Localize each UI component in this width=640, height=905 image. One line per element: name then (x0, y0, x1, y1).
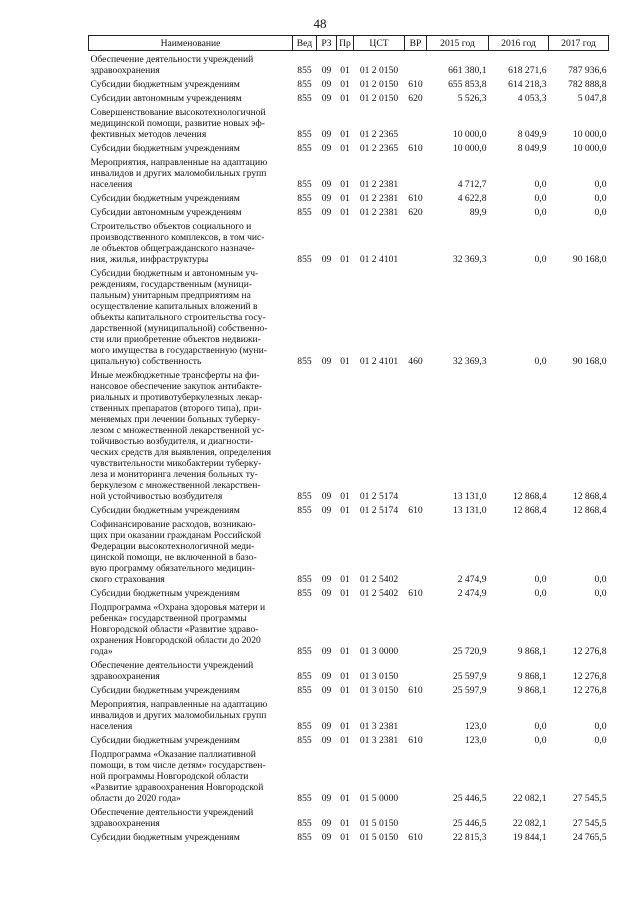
row-name-text: Обеспечение деятельности учреждений здравоохранения (90, 807, 254, 829)
row-name-text: Подпрограмма «Охрана здоровья матери и ребенка» государственной программы Новгородской области «Развитие здраво- охранения Новгородской области до 2020 года» (90, 602, 266, 657)
header-vr: ВР (405, 36, 427, 51)
cell-y2017: 5 047,8 (577, 93, 607, 104)
header-2016: 2016 год (489, 36, 549, 51)
cell-vr: 460 (408, 356, 423, 367)
cell-name (89, 516, 293, 585)
cell-rz: 09 (321, 491, 332, 502)
header-name: Наименование (89, 36, 293, 51)
row-name-text: Подпрограмма «Оказание паллиативной помощи, в том числе детям» государствен- ной программы Новгородской области «Развитие здравоохранения Новгородской области до 2020 года» (90, 749, 266, 804)
cell-y2017: 0,0 (594, 735, 607, 746)
row-name-text: Субсидии бюджетным учреждениям (90, 79, 240, 90)
cell-ved: 855 (297, 671, 312, 682)
cell-y2016: 9 868,1 (517, 685, 547, 696)
cell-ved: 855 (297, 143, 312, 154)
cell-y2016: 12 868,4 (512, 491, 547, 502)
cell-cst: 01 2 0150 (359, 79, 399, 90)
cell-rz: 09 (321, 254, 332, 265)
cell-y2015: 10 000,0 (452, 129, 487, 140)
cell-rz: 09 (321, 207, 332, 218)
cell-y2015: 25 597,9 (452, 671, 487, 682)
cell-vr: 610 (408, 735, 423, 746)
cell-y2017: 782 888,8 (568, 79, 607, 90)
header-rz: РЗ (317, 36, 337, 51)
cell-pr: 01 (340, 93, 350, 104)
cell-y2015: 32 369,3 (452, 356, 487, 367)
cell-cst: 01 2 0150 (359, 65, 399, 76)
table-row (89, 682, 609, 696)
cell-y2016: 0,0 (534, 179, 547, 190)
cell-cst: 01 2 4101 (359, 356, 399, 367)
table-row (89, 696, 609, 732)
cell-vr (405, 104, 427, 140)
cell-y2015: 661 380,1 (448, 65, 487, 76)
cell-ved: 855 (297, 356, 312, 367)
cell-vr (405, 657, 427, 682)
table-row (89, 502, 609, 516)
table-row (89, 190, 609, 204)
table-row (89, 746, 609, 804)
cell-y2015: 25 446,5 (452, 818, 487, 829)
cell-y2015: 32 369,3 (452, 254, 487, 265)
cell-y2015: 655 853,8 (448, 79, 487, 90)
cell-pr: 01 (340, 685, 350, 696)
cell-y2017: 12 868,4 (572, 491, 607, 502)
cell-pr: 01 (340, 818, 350, 829)
cell-rz: 09 (321, 193, 332, 204)
cell-ved: 855 (297, 193, 312, 204)
cell-name (89, 190, 293, 204)
cell-ved: 855 (297, 721, 312, 732)
cell-rz: 09 (321, 685, 332, 696)
cell-rz: 09 (321, 574, 332, 585)
cell-y2016: 0,0 (534, 207, 547, 218)
row-name-text: Иные межбюджетные трансферты на фи- нансовое обеспечение закупок антибакте- риальных и противотуберкулезных лекар- ственных препаратов (второго типа), при- меняемых при лечении больных туберку- лезом с множественной лекарственной ус- тойчивостью возбудителя, и диагности- ческих средств для выявления, определения чувствительности микобактерии туберку- леза и мониторинга лечения больных ту- беркулезом с множественной лекарствен- ной устойчивостью возбудителя (90, 370, 272, 502)
row-name-text: Субсидии бюджетным учреждениям (90, 735, 240, 746)
row-name-text: Обеспечение деятельности учреждений здравоохранения (90, 660, 254, 682)
cell-name (89, 732, 293, 746)
cell-vr: 610 (408, 193, 423, 204)
cell-pr: 01 (340, 356, 350, 367)
cell-ved: 855 (297, 179, 312, 190)
cell-cst: 01 3 0000 (359, 646, 399, 657)
cell-pr: 01 (340, 143, 350, 154)
cell-name (89, 154, 293, 190)
table-row (89, 140, 609, 154)
cell-name (89, 585, 293, 599)
cell-y2016: 4 053,3 (517, 93, 547, 104)
cell-y2017: 12 868,4 (572, 505, 607, 516)
table-row (89, 367, 609, 502)
cell-y2016: 0,0 (534, 193, 547, 204)
cell-y2016: 9 868,1 (517, 646, 547, 657)
table-row (89, 516, 609, 585)
cell-ved: 855 (297, 818, 312, 829)
page-number: 48 (313, 16, 327, 31)
cell-y2015: 25 597,9 (452, 685, 487, 696)
cell-name (89, 367, 293, 502)
cell-y2015: 25 446,5 (452, 793, 487, 804)
cell-vr: 610 (408, 832, 423, 843)
cell-ved: 855 (297, 254, 312, 265)
cell-rz: 09 (321, 832, 332, 843)
cell-y2015: 25 720,9 (452, 646, 487, 657)
cell-vr (405, 599, 427, 657)
cell-rz: 09 (321, 646, 332, 657)
cell-name (89, 265, 293, 367)
cell-ved: 855 (297, 505, 312, 516)
cell-name (89, 829, 293, 843)
cell-cst: 01 5 0150 (359, 818, 399, 829)
cell-y2016: 22 082,1 (512, 818, 547, 829)
cell-y2015: 10 000,0 (452, 143, 487, 154)
cell-cst: 01 2 2381 (359, 207, 399, 218)
row-name-text: Субсидии бюджетным учреждениям (90, 685, 240, 696)
cell-pr: 01 (340, 735, 350, 746)
row-name-text: Субсидии бюджетным и автономным уч- реждениям, государственным (муници- пальным) унитарным предприятиям на осуществление капитальных вложений в объекты капитального строительства госу- дарственной (муниципальной) собственно- сти или приобретение объектов недвижи- мого имущества в государственную (муни- ципальную) собственность (90, 268, 268, 367)
cell-y2017: 90 168,0 (572, 356, 607, 367)
cell-ved: 855 (297, 129, 312, 140)
cell-cst: 01 2 5402 (359, 588, 399, 599)
cell-rz: 09 (321, 735, 332, 746)
cell-y2017: 10 000,0 (572, 143, 607, 154)
cell-vr: 610 (408, 143, 423, 154)
cell-cst: 01 5 0150 (359, 832, 399, 843)
cell-y2017: 0,0 (594, 588, 607, 599)
cell-ved: 855 (297, 588, 312, 599)
cell-y2017: 0,0 (594, 721, 607, 732)
cell-name (89, 104, 293, 140)
cell-cst: 01 2 0150 (359, 93, 399, 104)
table-row (89, 829, 609, 843)
cell-ved: 855 (297, 79, 312, 90)
cell-rz: 09 (321, 143, 332, 154)
cell-y2016: 0,0 (534, 735, 547, 746)
cell-ved: 855 (297, 93, 312, 104)
cell-ved: 855 (297, 207, 312, 218)
cell-cst: 01 2 5174 (359, 505, 399, 516)
cell-name (89, 599, 293, 657)
cell-vr: 620 (408, 93, 423, 104)
cell-y2015: 5 526,3 (457, 93, 487, 104)
cell-y2015: 4 622,8 (457, 193, 487, 204)
cell-ved: 855 (297, 491, 312, 502)
cell-ved: 855 (297, 832, 312, 843)
cell-rz: 09 (321, 588, 332, 599)
cell-pr: 01 (340, 793, 350, 804)
table-row (89, 51, 609, 77)
cell-y2017: 10 000,0 (572, 129, 607, 140)
header-2015: 2015 год (427, 36, 489, 51)
cell-vr (405, 804, 427, 829)
row-name-text: Совершенствование высокотехнологичной медицинской помощи, развитие новых эф- фективных методов лечения (90, 107, 266, 140)
header-2017: 2017 год (549, 36, 609, 51)
header-cst: ЦСТ (354, 36, 405, 51)
cell-ved: 855 (297, 793, 312, 804)
table-row (89, 732, 609, 746)
row-name-text: Мероприятия, направленные на адаптацию инвалидов и других маломобильных групп населения (90, 157, 268, 190)
cell-vr: 620 (408, 207, 423, 218)
cell-y2015: 123,0 (464, 721, 487, 732)
cell-y2017: 27 545,5 (572, 793, 607, 804)
cell-pr: 01 (340, 574, 350, 585)
cell-pr: 01 (340, 79, 350, 90)
cell-cst: 01 5 0000 (359, 793, 399, 804)
cell-y2016: 0,0 (534, 356, 547, 367)
cell-y2015: 13 131,0 (452, 505, 487, 516)
cell-y2016: 22 082,1 (512, 793, 547, 804)
table-row (89, 76, 609, 90)
cell-y2015: 89,9 (469, 207, 487, 218)
cell-rz: 09 (321, 356, 332, 367)
cell-y2016: 8 049,9 (517, 143, 547, 154)
cell-name (89, 218, 293, 265)
cell-pr: 01 (340, 832, 350, 843)
cell-name (89, 804, 293, 829)
cell-ved: 855 (297, 574, 312, 585)
cell-y2016: 8 049,9 (517, 129, 547, 140)
cell-name (89, 657, 293, 682)
row-name-text: Субсидии автономным учреждениям (90, 207, 242, 218)
cell-vr: 610 (408, 505, 423, 516)
row-name-text: Обеспечение деятельности учреждений здравоохранения (90, 54, 254, 76)
cell-name (89, 90, 293, 104)
cell-y2016: 0,0 (534, 721, 547, 732)
cell-ved: 855 (297, 65, 312, 76)
cell-cst: 01 3 0150 (359, 685, 399, 696)
cell-rz: 09 (321, 505, 332, 516)
cell-pr: 01 (340, 207, 350, 218)
cell-cst: 01 3 2381 (359, 735, 399, 746)
table-row (89, 599, 609, 657)
budget-table (88, 35, 609, 843)
cell-pr: 01 (340, 65, 350, 76)
cell-name (89, 746, 293, 804)
cell-vr (405, 746, 427, 804)
row-name-text: Софинансирование расходов, возникаю- щих при оказании гражданам Российской Федерации высокотехнологичной меди- цинской помощи, не включенной в базо- вую программу обязательного медицин- ского страхования (90, 519, 261, 585)
cell-rz: 09 (321, 79, 332, 90)
cell-vr: 610 (408, 588, 423, 599)
cell-name (89, 682, 293, 696)
table-row (89, 585, 609, 599)
cell-cst: 01 2 5174 (359, 491, 399, 502)
cell-y2017: 0,0 (594, 193, 607, 204)
cell-y2016: 0,0 (534, 574, 547, 585)
cell-cst: 01 2 5402 (359, 574, 399, 585)
table-row (89, 154, 609, 190)
cell-pr: 01 (340, 671, 350, 682)
cell-pr: 01 (340, 179, 350, 190)
cell-y2017: 0,0 (594, 207, 607, 218)
cell-ved: 855 (297, 735, 312, 746)
cell-cst: 01 3 2381 (359, 721, 399, 732)
cell-cst: 01 2 2381 (359, 193, 399, 204)
cell-name (89, 502, 293, 516)
cell-y2015: 22 815,3 (452, 832, 487, 843)
cell-y2016: 618 271,6 (508, 65, 547, 76)
cell-rz: 09 (321, 721, 332, 732)
cell-y2017: 787 936,6 (568, 65, 607, 76)
row-name-text: Субсидии бюджетным учреждениям (90, 143, 240, 154)
cell-pr: 01 (340, 254, 350, 265)
cell-name (89, 204, 293, 218)
cell-name (89, 51, 293, 77)
cell-y2017: 12 276,8 (572, 671, 607, 682)
cell-rz: 09 (321, 179, 332, 190)
cell-y2015: 13 131,0 (452, 491, 487, 502)
cell-y2016: 614 218,3 (508, 79, 547, 90)
cell-y2017: 0,0 (594, 179, 607, 190)
cell-name (89, 76, 293, 90)
cell-pr: 01 (340, 588, 350, 599)
cell-vr: 610 (408, 79, 423, 90)
cell-vr (405, 154, 427, 190)
cell-vr (405, 696, 427, 732)
cell-vr (405, 218, 427, 265)
cell-pr: 01 (340, 193, 350, 204)
row-name-text: Субсидии бюджетным учреждениям (90, 588, 240, 599)
cell-ved: 855 (297, 685, 312, 696)
row-name-text: Субсидии автономным учреждениям (90, 93, 242, 104)
table-row (89, 265, 609, 367)
cell-y2015: 4 712,7 (457, 179, 487, 190)
header-pr: Пр (337, 36, 354, 51)
cell-rz: 09 (321, 93, 332, 104)
table-row (89, 657, 609, 682)
cell-pr: 01 (340, 505, 350, 516)
cell-y2017: 0,0 (594, 574, 607, 585)
row-name-text: Субсидии бюджетным учреждениям (90, 832, 240, 843)
cell-y2016: 0,0 (534, 588, 547, 599)
cell-y2016: 12 868,4 (512, 505, 547, 516)
cell-vr (405, 367, 427, 502)
table-row (89, 90, 609, 104)
cell-ved: 855 (297, 646, 312, 657)
cell-y2015: 2 474,9 (457, 588, 487, 599)
cell-cst: 01 2 4101 (359, 254, 399, 265)
header-ved: Вед (293, 36, 317, 51)
cell-y2016: 9 868,1 (517, 671, 547, 682)
row-name-text: Мероприятия, направленные на адаптацию инвалидов и других маломобильных групп населения (90, 699, 268, 732)
table-row (89, 104, 609, 140)
row-name-text: Строительство объектов социального и производственного комплексов, в том чис- ле объектов общегражданского назначе- ния, жилья, инфраструктуры (90, 221, 265, 265)
cell-rz: 09 (321, 793, 332, 804)
cell-vr (405, 516, 427, 585)
cell-vr: 610 (408, 685, 423, 696)
cell-cst: 01 2 2381 (359, 179, 399, 190)
cell-y2016: 0,0 (534, 254, 547, 265)
row-name-text: Субсидии бюджетным учреждениям (90, 193, 240, 204)
cell-rz: 09 (321, 818, 332, 829)
cell-y2015: 2 474,9 (457, 574, 487, 585)
cell-rz: 09 (321, 671, 332, 682)
cell-y2016: 19 844,1 (512, 832, 547, 843)
table-row (89, 218, 609, 265)
cell-y2015: 123,0 (464, 735, 487, 746)
cell-rz: 09 (321, 129, 332, 140)
table-row (89, 804, 609, 829)
table-row (89, 204, 609, 218)
cell-name (89, 140, 293, 154)
table-header-row (89, 36, 609, 51)
cell-y2017: 12 276,8 (572, 685, 607, 696)
cell-pr: 01 (340, 721, 350, 732)
cell-y2017: 24 765,5 (572, 832, 607, 843)
cell-vr (405, 51, 427, 77)
cell-y2017: 90 168,0 (572, 254, 607, 265)
cell-cst: 01 3 0150 (359, 671, 399, 682)
cell-pr: 01 (340, 646, 350, 657)
cell-pr: 01 (340, 129, 350, 140)
cell-cst: 01 2 2365 (359, 143, 399, 154)
cell-cst: 01 2 2365 (359, 129, 399, 140)
row-name-text: Субсидии бюджетным учреждениям (90, 505, 240, 516)
cell-name (89, 696, 293, 732)
table-body (89, 51, 609, 844)
cell-y2017: 12 276,8 (572, 646, 607, 657)
cell-rz: 09 (321, 65, 332, 76)
cell-pr: 01 (340, 491, 350, 502)
cell-y2017: 27 545,5 (572, 818, 607, 829)
